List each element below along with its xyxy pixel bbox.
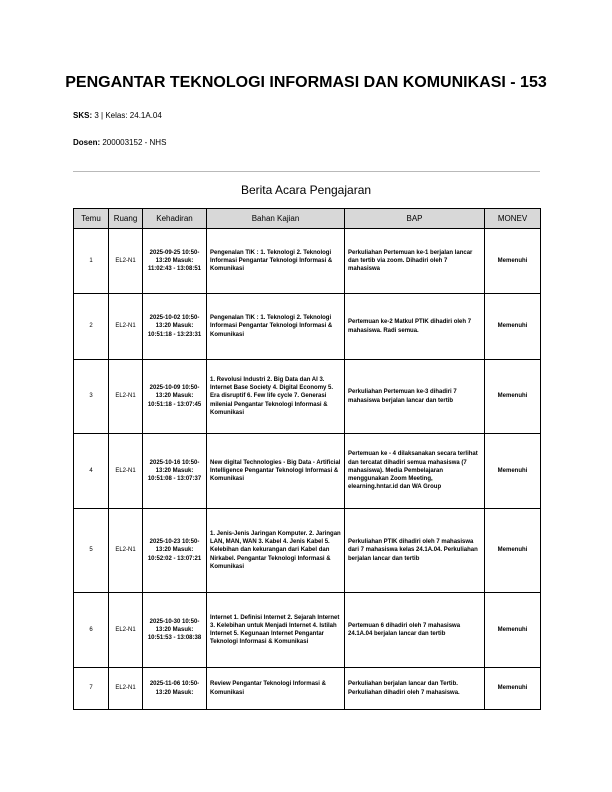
section-title: Berita Acara Pengajaran xyxy=(240,183,372,197)
col-header-kehadiran: Kehadiran xyxy=(143,209,207,229)
table-row xyxy=(74,434,541,509)
table-row xyxy=(74,668,541,710)
temu-cell: 3 xyxy=(74,360,109,434)
temu-cell: 1 xyxy=(74,229,109,294)
ruang-cell: EL2-N1 xyxy=(109,229,143,294)
bap-cell: Perkuliahan Pertemuan ke-1 berjalan lancar dan tertib via zoom. Dihadiri oleh 7 mahasiswa xyxy=(345,229,485,294)
bahan-kajian-cell: Review Pengantar Teknologi Informasi & Komunikasi xyxy=(207,668,345,710)
col-header-bap: BAP xyxy=(345,209,485,229)
bahan-kajian-cell: 1. Jenis-Jenis Jaringan Komputer. 2. Jaringan LAN, MAN, WAN 3. Kabel 4. Jenis Kabel 5. Kelebihan dan kekurangan dari Kabel dan Nirkabel. Pengantar Teknologi Informasi & Komunikasi xyxy=(207,509,345,593)
temu-cell: 7 xyxy=(74,668,109,710)
kehadiran-cell: 2025-11-06 10:50-13:20 Masuk: xyxy=(143,668,207,710)
temu-cell: 2 xyxy=(74,294,109,360)
ruang-cell: EL2-N1 xyxy=(109,668,143,710)
bap-cell: Pertemuan ke-2 Matkul PTIK dihadiri oleh 7 mahasiswa. Radi semua. xyxy=(345,294,485,360)
kehadiran-cell: 2025-10-30 10:50-13:20 Masuk: 10:51:53 - 13:08:38 xyxy=(143,593,207,668)
monev-cell: Memenuhi xyxy=(485,229,541,294)
kehadiran-cell: 2025-09-25 10:50-13:20 Masuk: 11:02:43 - 13:08:51 xyxy=(143,229,207,294)
sks-value: 3 | Kelas: 24.1A.04 xyxy=(94,111,162,120)
monev-cell: Memenuhi xyxy=(485,434,541,509)
table-row xyxy=(74,593,541,668)
monev-cell: Memenuhi xyxy=(485,593,541,668)
temu-cell: 4 xyxy=(74,434,109,509)
bahan-kajian-cell: 1. Revolusi Industri 2. Big Data dan AI 3. Internet Base Society 4. Digital Economy 5. Era disruptif 6. Few life cycle 7. Generasi milenial Pengantar Teknologi Informasi & Komunikasi xyxy=(207,360,345,434)
table-row xyxy=(74,360,541,434)
dosen-label: Dosen: xyxy=(73,138,101,147)
sks-label: SKS: xyxy=(73,111,93,120)
bahan-kajian-cell: Pengenalan TIK : 1. Teknologi 2. Teknologi Informasi Pengantar Teknologi Informasi & Komunikasi xyxy=(207,294,345,360)
monev-cell: Memenuhi xyxy=(485,294,541,360)
kehadiran-cell: 2025-10-23 10:50-13:20 Masuk: 10:52:02 - 13:07:21 xyxy=(143,509,207,593)
ruang-cell: EL2-N1 xyxy=(109,294,143,360)
kehadiran-cell: 2025-10-09 10:50-13:20 Masuk: 10:51:18 - 13:07:45 xyxy=(143,360,207,434)
bap-cell: Perkuliahan berjalan lancar dan Tertib. Perkuliahan dihadiri oleh 7 mahasiswa. xyxy=(345,668,485,710)
dosen-value: 200003152 - NHS xyxy=(102,138,167,147)
page-title: PENGANTAR TEKNOLOGI INFORMASI DAN KOMUNIKASI - 153 xyxy=(65,74,547,91)
bap-table xyxy=(73,208,541,710)
table-row xyxy=(74,509,541,593)
bap-cell: Pertemuan 6 dihadiri oleh 7 mahasiswa 24.1A.04 berjalan lancar dan tertib xyxy=(345,593,485,668)
monev-cell: Memenuhi xyxy=(485,668,541,710)
ruang-cell: EL2-N1 xyxy=(109,434,143,509)
dosen-info xyxy=(73,138,166,147)
monev-cell: Memenuhi xyxy=(485,360,541,434)
bahan-kajian-cell: Internet 1. Definisi Internet 2. Sejarah Internet 3. Kelebihan untuk Menjadi Internet 4. Istilah Internet 5. Kegunaan Internet Pengantar Teknologi Informasi & Komunikasi xyxy=(207,593,345,668)
col-header-temu: Temu xyxy=(74,209,109,229)
temu-cell: 6 xyxy=(74,593,109,668)
table-header-row xyxy=(74,209,541,229)
kehadiran-cell: 2025-10-02 10:50-13:20 Masuk: 10:51:18 - 13:23:31 xyxy=(143,294,207,360)
ruang-cell: EL2-N1 xyxy=(109,509,143,593)
col-header-monev: MONEV xyxy=(485,209,541,229)
temu-cell: 5 xyxy=(74,509,109,593)
kehadiran-cell: 2025-10-16 10:50-13:20 Masuk: 10:51:08 - 13:07:37 xyxy=(143,434,207,509)
ruang-cell: EL2-N1 xyxy=(109,360,143,434)
col-header-bahan-kajian: Bahan Kajian xyxy=(207,209,345,229)
divider xyxy=(73,171,540,172)
bap-cell: Pertemuan ke - 4 dilaksanakan secara terlihat dan tercatat dihadiri semua mahasiswa (7 mahasiswa). Media Pembelajaran menggunakan Zoom Meeting, elearning.hntar.id dan WA Group xyxy=(345,434,485,509)
sks-kelas-info xyxy=(73,111,162,120)
bahan-kajian-cell: New digital Technologies - Big Data - Artificial Intelligence Pengantar Teknologi Informasi & Komunikasi xyxy=(207,434,345,509)
monev-cell: Memenuhi xyxy=(485,509,541,593)
table-row xyxy=(74,229,541,294)
ruang-cell: EL2-N1 xyxy=(109,593,143,668)
bap-cell: Perkuliahan PTIK dihadiri oleh 7 mahasiswa dari 7 mahasiswa kelas 24.1A.04. Perkuliahan berjalan lancar dan tertib xyxy=(345,509,485,593)
table-row xyxy=(74,294,541,360)
bahan-kajian-cell: Pengenalan TIK : 1. Teknologi 2. Teknologi Informasi Pengantar Teknologi Informasi & Komunikasi xyxy=(207,229,345,294)
col-header-ruang: Ruang xyxy=(109,209,143,229)
bap-cell: Perkuliahan Pertemuan ke-3 dihadiri 7 mahasiswa berjalan lancar dan tertib xyxy=(345,360,485,434)
